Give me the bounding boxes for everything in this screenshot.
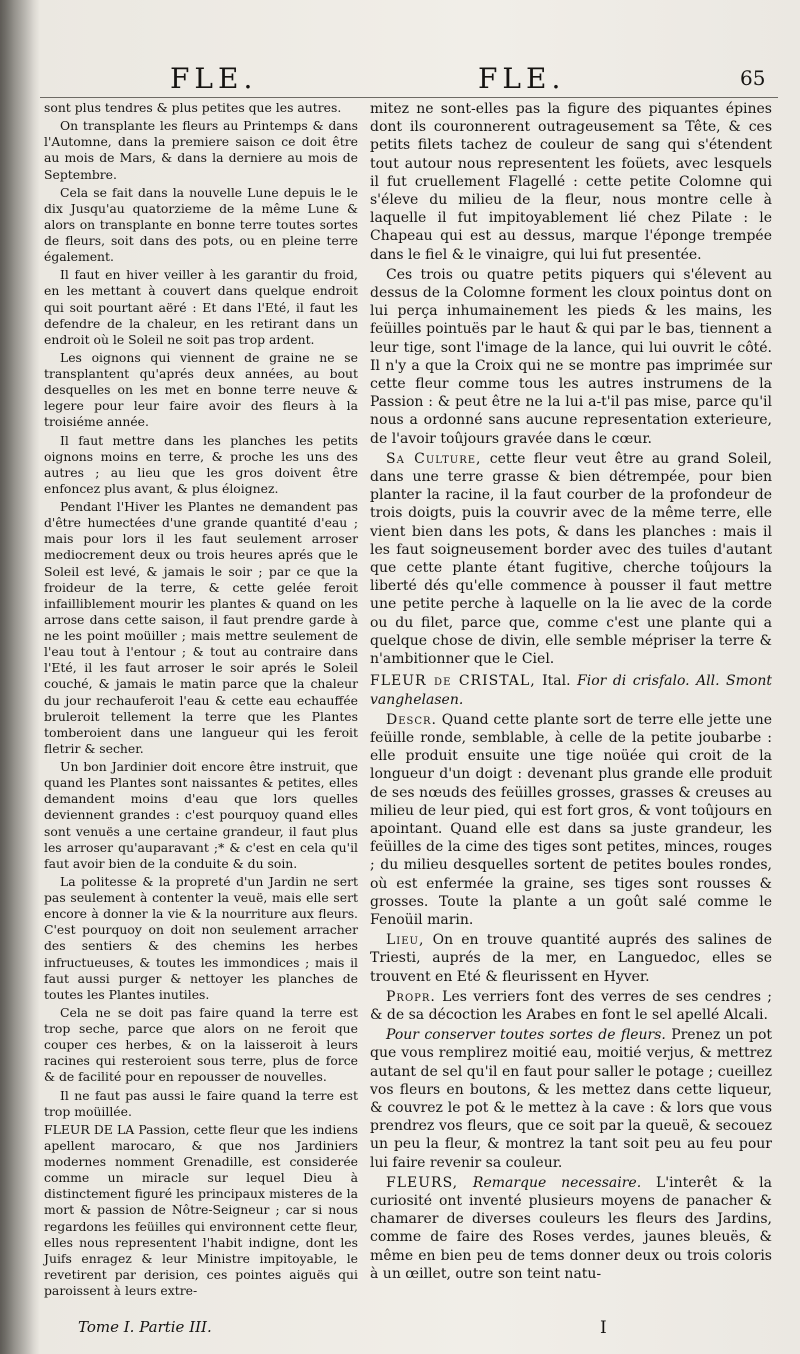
paragraph xyxy=(44,185,358,266)
paragraph-text: Pendant l'Hiver les Plantes ne demandent pas d'être humectées d'une grande quantité d'eau ; mais pour lors il les faut seulement arroser mediocrement deux ou trois heures aprés que le Soleil est levé, & jamais le soir ; par ce que la froideur de la terre, & cette gelée feroit infailliblement mourir les plantes & quand on les arrose dans cette saison, il faut prendre garde à ne les point moüiller ; mais mettre seulement de l'eau tout à l'entour ; & tout au contraire dans l'Eté, il les faut arroser le soir aprés le Soleil couché, & jamais le matin parce que la chaleur du jour rechauferoit l'eau & cette eau echauffée bruleroit tellement la terre que les Plantes tomberoient dans une langueur qui les feroit fletrir & secher. xyxy=(44,499,358,756)
paragraph-text: mitez ne sont-elles pas la figure des piquantes épines dont ils couronnerent outrageusement sa Tête, & ces petits filets tachez de couleur de sang qui s'étendent tout autour nous representent les foüets, avec lesquels il fut cruellement Flagellé : cette petite Colomne qui s'éleve du milieu de la fleur, nous montre celle à laquelle il fut impitoyablement lié chez Pilate : le Chapeau qui est au dessus, marque l'éponge trempée dans le fiel & le vinaigre, qui lui fut presentée. xyxy=(370,101,772,263)
paragraph xyxy=(370,672,772,708)
paragraph xyxy=(370,100,772,264)
paragraph-lead: FLEUR de CRISTAL, xyxy=(370,673,536,690)
signature-mark: I xyxy=(600,1318,607,1338)
paragraph xyxy=(44,1122,358,1299)
paragraph-text: La politesse & la propreté d'un Jardin ne sert pas seulement à contenter la veuë, mais elle sert encore à donner la vie & la nourriture aux fleurs. C'est pourquoy on doit non seulement arracher des sentiers & des chemins les herbes infructueuses, & toutes les immondices ; mais il faut aussi purger & nettoyer les planches de toutes les Plantes inutiles. xyxy=(44,873,358,1002)
paragraph-text: Cela se fait dans la nouvelle Lune depuis le le dix Jusqu'au quatorzieme de la même Lune & alors on transplante en bonne terre toutes sortes de fleurs, soit dans des pots, ou en pleine terre également. xyxy=(44,184,358,265)
paragraph xyxy=(44,118,358,183)
paragraph-text: Cela ne se doit pas faire quand la terre est trop seche, parce que alors on ne feroit que couper ces herbes, & on la laisseroit à leurs racines qui resteroient sous terre, plus de force & de facilité pour en repousser de nouvelles. xyxy=(44,1004,358,1085)
paragraph-italic-names: Fior di crisfalo. All. Smont vanghelasen. xyxy=(370,673,772,708)
paragraph-text: On en trouve quantité auprés des salines de Triesti, auprés de la mer, en Languedoc, elles se trouvent en Eté & fleurissent en Hyver. xyxy=(370,932,772,985)
paragraph-lead: Lieu, xyxy=(386,932,425,949)
paragraph-text: Il ne faut pas aussi le faire quand la terre est trop moüillée. xyxy=(44,1087,358,1119)
paragraph xyxy=(370,711,772,929)
paragraph-text: Un bon Jardinier doit encore être instruit, que quand les Plantes sont naissantes & petites, elles demandent moins d'eau que lors quelles deviennent grandes : c'est pourquoy quand elles sont venuës a une certaine grandeur, il faut plus les arroser qu'auparavant ;* & c'est en cela qu'il faut avoir bien de la conduite & du soin. xyxy=(44,759,358,871)
paragraph-text: sont plus tendres & plus petites que les autres. xyxy=(44,100,342,115)
paragraph xyxy=(370,988,772,1024)
paragraph-lead: Propr. xyxy=(386,988,436,1005)
paragraph-text: FLEUR DE LA Passion, cette fleur que les indiens apellent marocaro, & que nos Jardiniers modernes nomment Grenadille, est considerée comme un miracle sur lequel Dieu à distinctement figuré les principaux misteres de la mort & passion de Nôtre-Seigneur ; car si nous regardons les feüilles qui environnent cette fleur, elles nous representent l'habit indigne, dont les Juifs enragez & leur Ministre impitoyable, le revetirent par derision, ces pointes aiguës qui paroissent à leurs extre- xyxy=(44,1121,358,1298)
paragraph-lead: Descr. xyxy=(386,711,438,728)
paragraph-text: Il faut mettre dans les planches les petits oignons moins en terre, & proche les uns des autres ; au lieu que les gros doivent être enfoncez plus avant, & plus éloignez. xyxy=(44,432,358,496)
paragraph xyxy=(44,499,358,757)
left-column xyxy=(44,100,358,1301)
paragraph xyxy=(370,1174,772,1283)
paragraph-text: Prenez un pot que vous remplirez moitié eau, moitié verjus, & mettrez autant de sel qu'il en faut pour saller le potage ; cueillez vos fleurs en boutons, & les mettez dans cette liqueur, & couvrez le pot & le mettez à la cave : & lors que vous prendrez vos fleurs, que ce soit par la queuë, & secouez un peu la fleur, & montrez la tant soit peu au feu pour lui faire revenir sa couleur. xyxy=(370,1027,773,1171)
paragraph xyxy=(370,931,772,986)
right-column xyxy=(370,100,772,1285)
paragraph-text: Quand cette plante sort de terre elle jette une feüille ronde, semblable, à celle de la petite joubarbe : elle produit ensuite une tige noüée qui croit de la longueur d'un doigt : devenant plus grande elle produit de ses nœuds des feüilles grosses, grasses & creuses au milieu de leur pied, qui est fort gros, & vont toûjours en apointant. Quand elle est dans sa juste grandeur, les feüilles de la cime des tiges sont petites, minces, rouges ; du milieu desquelles sortent de petites boules rondes, où est enfermée la graine, ses tiges sont rousses & grosses. Toute la plante a un goût salé comme le Fenoüil marin. xyxy=(370,711,772,928)
paragraph xyxy=(44,100,358,116)
paragraph-text: Ces trois ou quatre petits piquers qui s'élevent au dessus de la Colomne forment les cloux pointus dont on lui perça inhumainement les pieds & les mains, les feüilles pointuës par le haut & qui par le bas, tiennent a leur tige, sont l'image de la lance, qui lui ouvrit le côté. Il n'y a que la Croix qui ne se montre pas imprimée sur cette fleur comme tous les autres instrumens de la Passion : & peut être ne la lui a-t'il pas mise, parce qu'il nous a ordonné sans aucune representation exterieure, de l'avoir toûjours gravée dans le cœur. xyxy=(370,266,772,447)
paragraph xyxy=(370,266,772,448)
running-head-left: FLE. xyxy=(170,62,258,95)
paragraph-text: Les verriers font des verres de ses cendres ; & de sa décoction les Arabes en font le sel apellé Alcali. xyxy=(370,988,772,1023)
paragraph-text: Les oignons qui viennent de graine ne se transplantent qu'aprés deux années, au bout desquelles on les met en bonne terre neuve & legere pour leur faire avoir des fleurs à la troisiéme année. xyxy=(44,349,358,430)
gutter-shadow xyxy=(0,0,40,1354)
paragraph-text: L'interêt & la curiosité ont inventé plusieurs moyens de panacher & chamarer de diverses couleurs les fleurs des Jardins, comme de faire des Roses verdes, jaunes bleuës, & même en bien peu de tems donner deux ou trois coloris à un œillet, outre son teint natu- xyxy=(370,1174,772,1282)
paragraph xyxy=(370,1026,772,1172)
paragraph xyxy=(44,759,358,872)
running-head-right: FLE. xyxy=(478,62,566,95)
paragraph-italic-subtitle: Remarque necessaire. xyxy=(458,1174,642,1191)
header-rule-left xyxy=(40,97,380,98)
paragraph-text: Ital. xyxy=(535,673,578,690)
paragraph xyxy=(44,1005,358,1086)
paragraph-text: Il faut en hiver veiller à les garantir du froid, en les mettant à couvert dans quelque endroit qui soit pourtant aëré : Et dans l'Eté, il faut les defendre de la chaleur, en les retirant dans un endroit où le Soleil ne soit pas trop ardent. xyxy=(44,267,358,347)
paragraph xyxy=(44,1088,358,1120)
page-footer xyxy=(0,1318,800,1342)
paragraph xyxy=(44,267,358,348)
paragraph xyxy=(44,874,358,1003)
paragraph-lead: Sa Culture, xyxy=(386,450,482,467)
header-rule-right xyxy=(378,97,778,98)
paragraph-italic-lead: Pour conserver toutes sortes de fleurs. xyxy=(386,1027,666,1044)
page-number: 65 xyxy=(740,66,766,90)
paragraph-text: cette fleur veut être au grand Soleil, dans une terre grasse & bien détrempée, pour bien planter la racine, il la faut courber de la profondeur de trois doigts, puis la couvrir avec de la même terre, elle vient bien dans les pots, & dans les planches : mais il les faut soigneusement border avec des tuiles d'autant que cette plante étant fugitive, cherche toûjours la liberté dés qu'elle commence à pousser il faut mettre une petite perche à laquelle on la lie avec de la corde ou du filet, parce que, comme c'est une plante qui a quelque chose de divin, elle semble mépriser la terre & n'ambitionner que le Ciel. xyxy=(370,450,772,668)
running-head xyxy=(0,62,800,96)
paragraph xyxy=(44,433,358,498)
paragraph-text: On transplante les fleurs au Printemps & dans l'Automne, dans la premiere saison ce doit être au mois de Mars, & dans la derniere au mois de Septembre. xyxy=(44,118,358,182)
paragraph-lead: FLEURS, xyxy=(386,1174,459,1191)
volume-line: Tome I. Partie III. xyxy=(78,1318,212,1336)
paragraph xyxy=(370,450,772,668)
paragraph xyxy=(44,350,358,431)
